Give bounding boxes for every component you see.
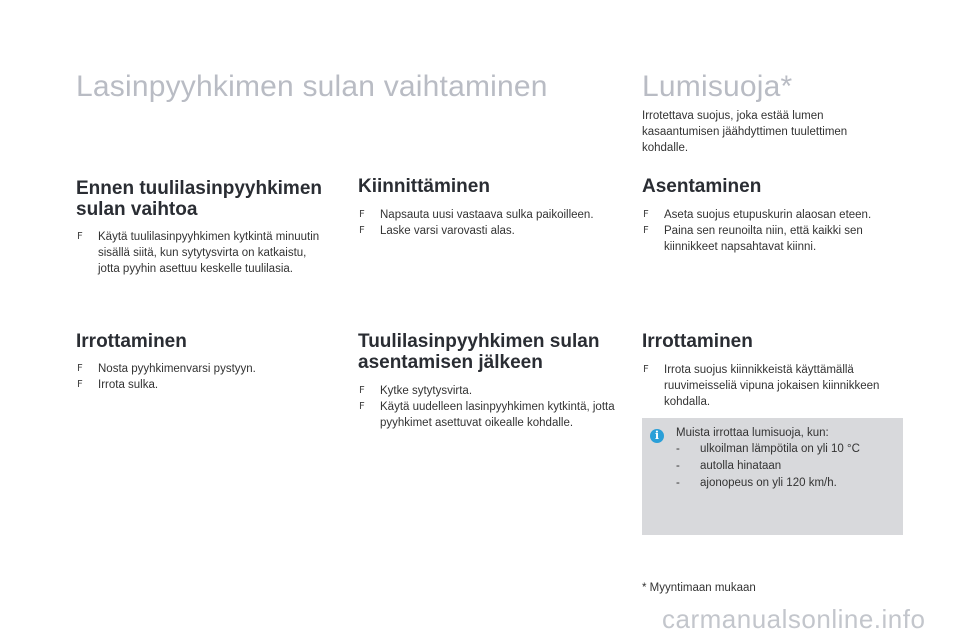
bullet-list (358, 383, 620, 431)
page-title-right: Lumisuoja* (642, 70, 793, 103)
note-content (676, 425, 860, 492)
watermark-text: carmanualsonline.info (662, 604, 926, 634)
dash-icon: - (676, 460, 680, 472)
bullet-icon: F (77, 363, 83, 374)
heading-line-2: sulan vaihtoa (76, 199, 198, 220)
section-heading: Kiinnittäminen (358, 176, 490, 197)
list-item: F Laske varsi varovasti alas. (359, 225, 515, 237)
heading-line-2: asentamisen jälkeen (358, 352, 543, 373)
heading-line-1: Ennen tuulilasinpyyhkimen (76, 178, 322, 199)
section-after-install (358, 331, 623, 431)
bullet-icon: F (77, 379, 83, 390)
list-item: F Paina sen reunoilta niin, että kaikki sen kiinnikkeet napsahtavat kiinni. (643, 225, 863, 253)
snow-cover-intro: Irrotettava suojus, joka estää lumen kasaantumisen jäähdyttimen tuulettimen kohdalle. (642, 110, 848, 154)
bullet-icon: F (643, 364, 649, 375)
bullet-icon: F (359, 385, 365, 396)
footnote: * Myyntimaan mukaan (642, 582, 756, 594)
list-item: F Nosta pyyhkimenvarsi pystyyn. (77, 363, 256, 375)
bullet-icon: F (643, 225, 649, 236)
bullet-icon: F (77, 231, 83, 242)
note-intro: Muista irrottaa lumisuoja, kun: (676, 427, 829, 439)
list-item: F Napsauta uusi vastaava sulka paikoilleen. (359, 209, 594, 221)
dash-icon: - (676, 443, 680, 455)
info-icon: i (650, 429, 664, 443)
bullet-icon: F (359, 209, 365, 220)
bullet-list (76, 361, 341, 393)
section-removal-left (76, 331, 341, 393)
info-note-box (642, 418, 903, 535)
bullet-list (642, 207, 897, 255)
section-before-replacement (76, 178, 341, 277)
list-item: F Käytä tuulilasinpyyhkimen kytkintä minuutin sisällä siitä, kun sytytysvirta on katkaistu, jotta pyyhin asettuu keskelle tuulilasia. (77, 231, 320, 275)
heading-line-1: Tuulilasinpyyhkimen sulan (358, 331, 600, 352)
section-removal-right (642, 331, 907, 410)
bullet-icon: F (643, 209, 649, 220)
list-item: F Aseta suojus etupuskurin alaosan eteen. (643, 209, 872, 221)
page-title-left: Lasinpyyhkimen sulan vaihtaminen (76, 70, 548, 103)
list-item: - ajonopeus on yli 120 km/h. (676, 475, 860, 492)
bullet-list (76, 229, 326, 277)
note-list (676, 441, 860, 492)
section-attach (358, 176, 623, 239)
list-item: - ulkoilman lämpötila on yli 10 °C (676, 441, 860, 458)
list-item: F Irrota sulka. (77, 379, 159, 391)
bullet-list (642, 362, 900, 410)
section-heading (358, 331, 623, 373)
list-item: F Irrota suojus kiinnikkeistä käyttämällä ruuvimeisseliä vipuna jokaisen kiinnikkeen kohdalla. (643, 364, 880, 408)
bullet-icon: F (359, 401, 365, 412)
list-item: F Kytke sytytysvirta. (359, 385, 473, 397)
bullet-icon: F (359, 225, 365, 236)
section-heading (76, 178, 341, 220)
bullet-list (358, 207, 623, 239)
dash-icon: - (676, 477, 680, 489)
list-item: - autolla hinataan (676, 458, 860, 475)
section-heading: Irrottaminen (642, 331, 753, 352)
list-item: F Käytä uudelleen lasinpyyhkimen kytkintä, jotta pyyhkimet asettuvat oikealle kohdalle. (359, 401, 615, 429)
section-install (642, 176, 907, 255)
section-heading: Irrottaminen (76, 331, 187, 352)
section-heading: Asentaminen (642, 176, 762, 197)
